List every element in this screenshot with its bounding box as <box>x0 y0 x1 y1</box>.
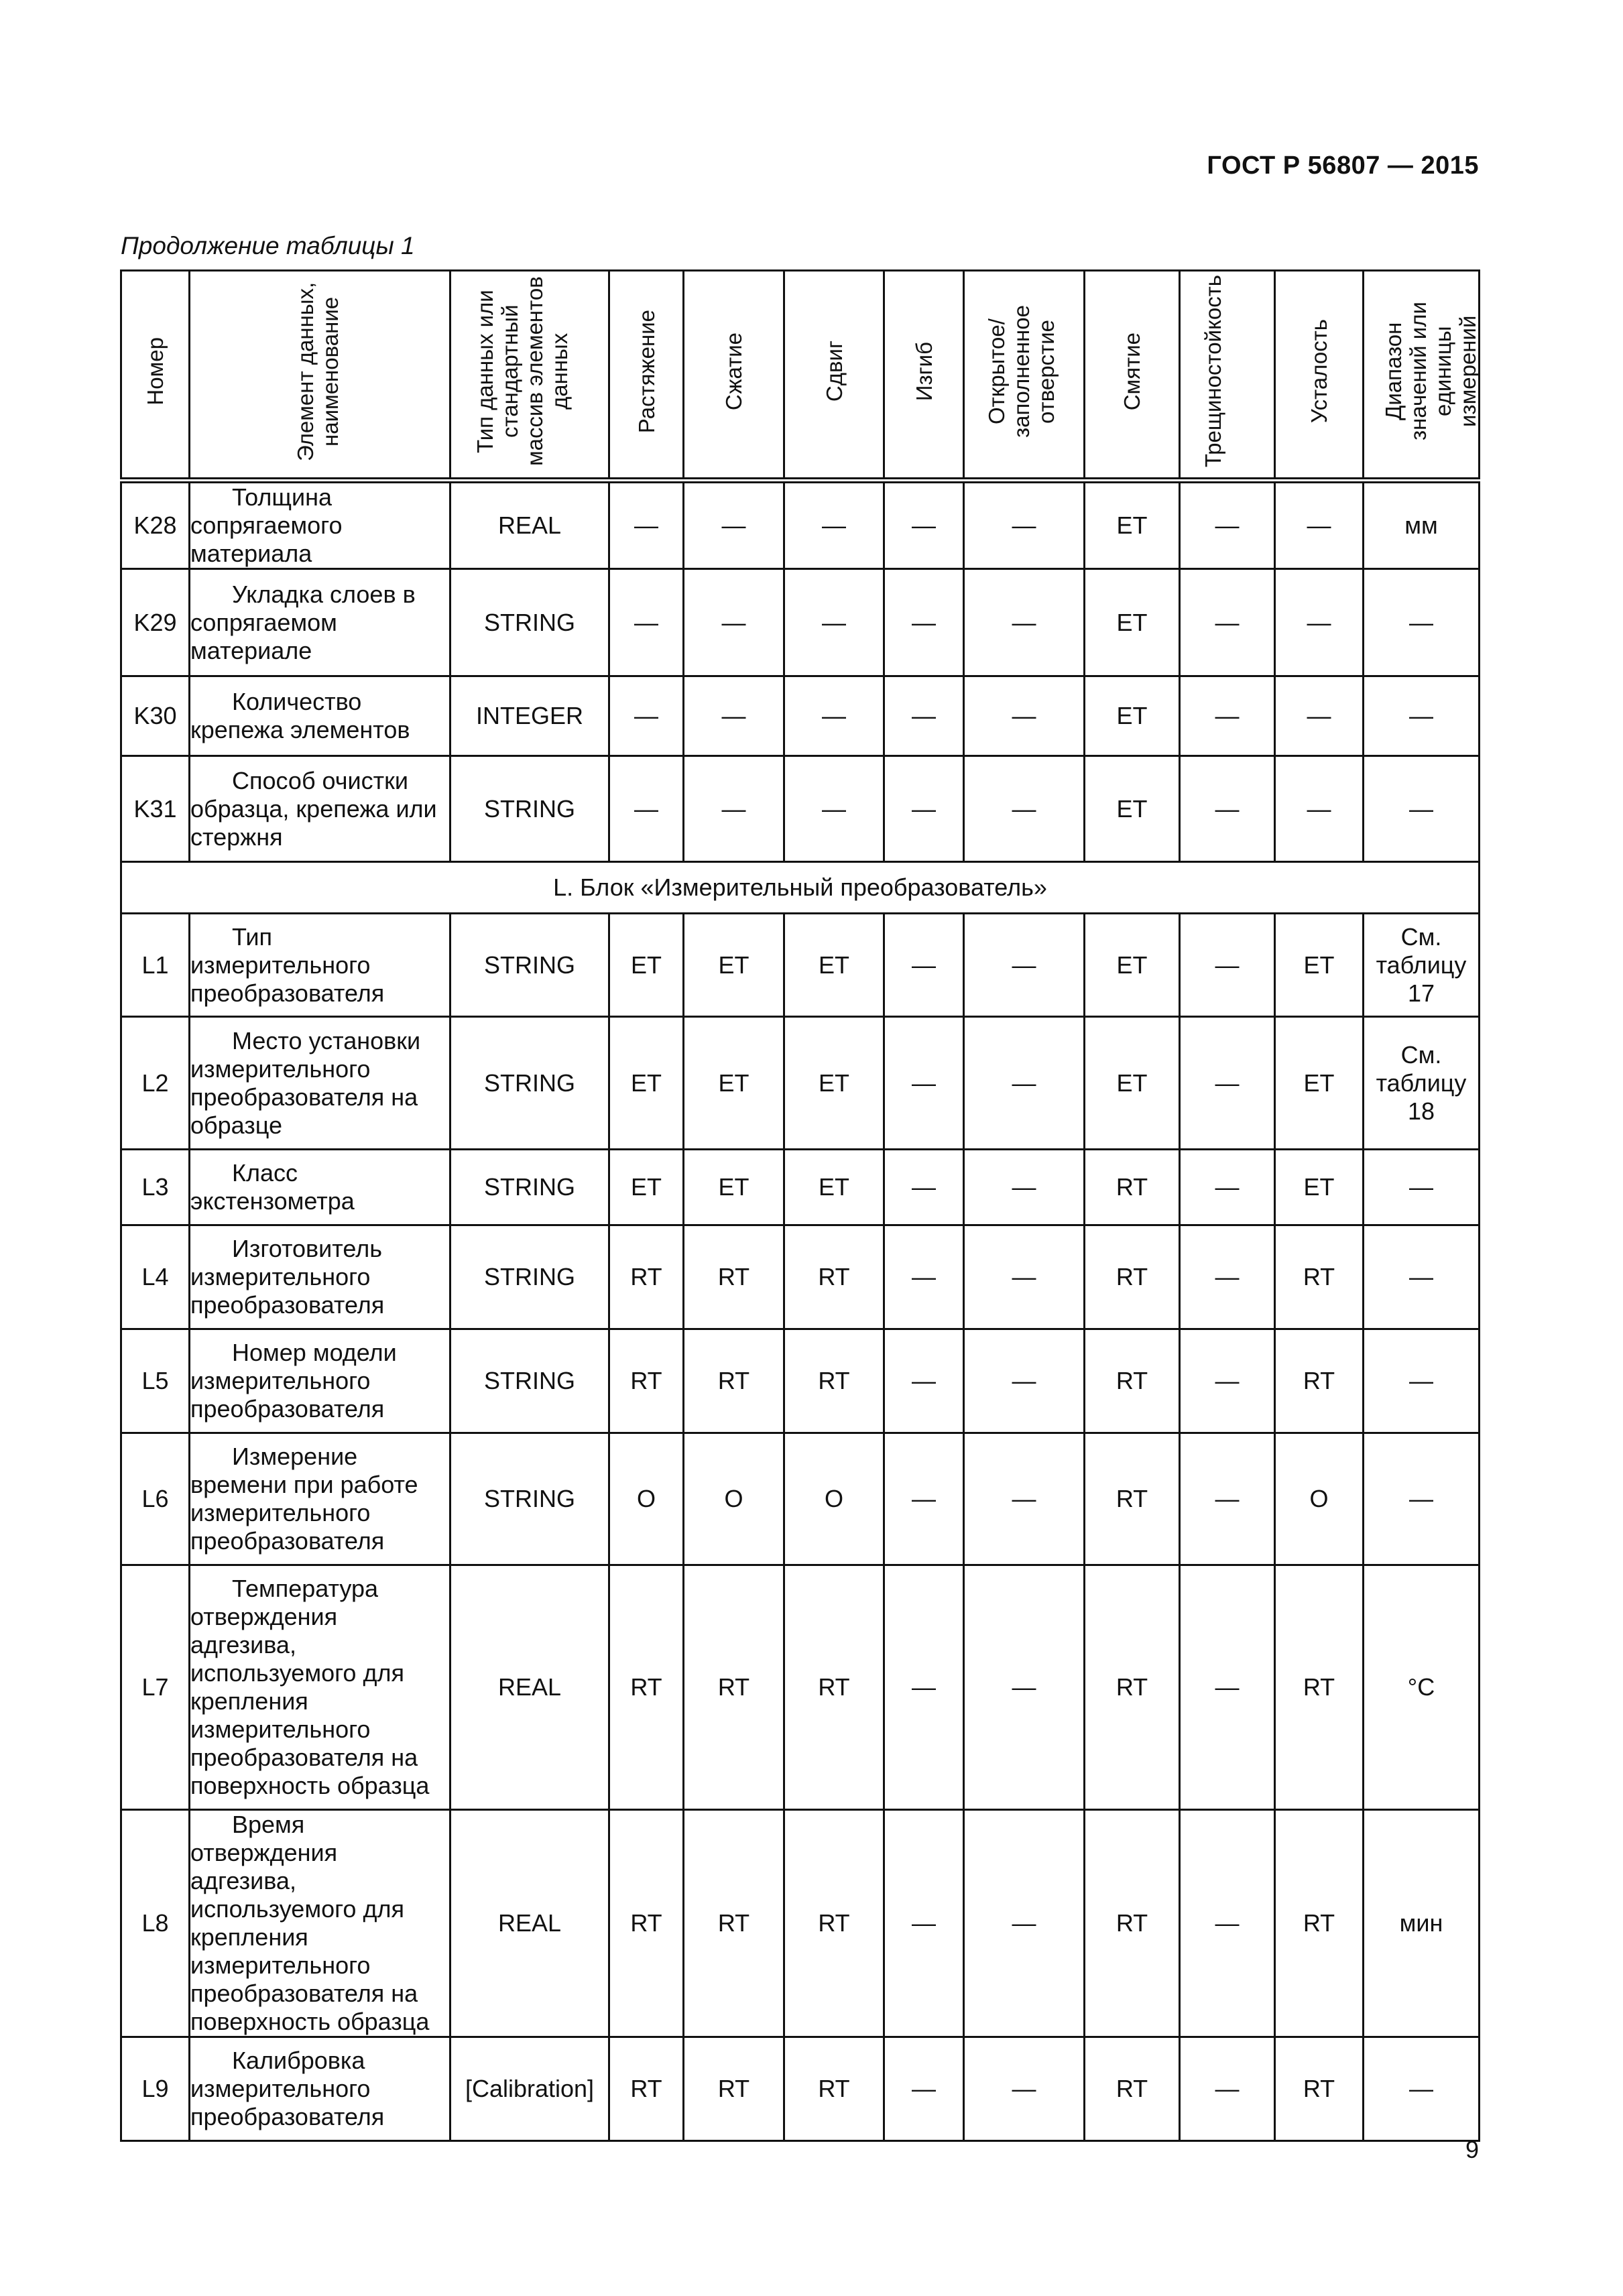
cell-fracture: — <box>1180 914 1275 1017</box>
row-name: Количество крепежа элементов <box>190 676 450 756</box>
cell-fatigue: ET <box>1275 1150 1364 1225</box>
cell-open-hole: — <box>964 569 1085 676</box>
cell-shear: RT <box>784 1225 884 1329</box>
cell-range: — <box>1364 676 1480 756</box>
cell-fatigue: RT <box>1275 1565 1364 1810</box>
cell-open-hole: — <box>964 756 1085 862</box>
row-number: K29 <box>121 569 190 676</box>
cell-range: — <box>1364 569 1480 676</box>
row-number: L6 <box>121 1433 190 1565</box>
row-name: Время отверждения адгезива, используемого для крепления измерительного преобразователя на поверхность образца <box>190 1810 450 2037</box>
cell-fatigue: RT <box>1275 1810 1364 2037</box>
cell-bending: — <box>884 1150 964 1225</box>
cell-compression: RT <box>684 1565 784 1810</box>
cell-shear: O <box>784 1433 884 1565</box>
row-type: STRING <box>450 914 609 1017</box>
cell-open-hole: — <box>964 1225 1085 1329</box>
cell-fracture: — <box>1180 1017 1275 1150</box>
cell-range: — <box>1364 1329 1480 1433</box>
cell-tension: ET <box>609 1150 684 1225</box>
row-number: K28 <box>121 481 190 569</box>
cell-fatigue: RT <box>1275 1225 1364 1329</box>
cell-bearing: RT <box>1085 1433 1180 1565</box>
row-name: Изготовитель измерительного преобразователя <box>190 1225 450 1329</box>
cell-fatigue: — <box>1275 481 1364 569</box>
table-row <box>121 1017 1480 1150</box>
header-compression: Сжатие <box>684 271 784 481</box>
cell-shear: RT <box>784 1329 884 1433</box>
row-type: REAL <box>450 481 609 569</box>
cell-compression: RT <box>684 2037 784 2141</box>
cell-tension: ET <box>609 1017 684 1150</box>
row-number: L8 <box>121 1810 190 2037</box>
header-type: Тип данных или стандартный массив элементов данных <box>450 271 609 481</box>
cell-tension: — <box>609 569 684 676</box>
cell-tension: — <box>609 756 684 862</box>
row-type: STRING <box>450 756 609 862</box>
row-number: L9 <box>121 2037 190 2141</box>
cell-shear: ET <box>784 1017 884 1150</box>
cell-open-hole: — <box>964 1150 1085 1225</box>
header-row <box>121 271 1480 481</box>
table-row <box>121 1225 1480 1329</box>
section-row <box>121 862 1480 914</box>
cell-bending: — <box>884 1810 964 2037</box>
cell-bending: — <box>884 2037 964 2141</box>
header-fracture: Трещиностойкость <box>1180 271 1275 481</box>
cell-fracture: — <box>1180 569 1275 676</box>
header-fatigue: Усталость <box>1275 271 1364 481</box>
row-number: L7 <box>121 1565 190 1810</box>
cell-bending: — <box>884 676 964 756</box>
header-bearing: Смятие <box>1085 271 1180 481</box>
cell-bearing: ET <box>1085 756 1180 862</box>
cell-compression: — <box>684 676 784 756</box>
row-type: STRING <box>450 1433 609 1565</box>
cell-bending: — <box>884 914 964 1017</box>
cell-tension: — <box>609 676 684 756</box>
cell-bearing: ET <box>1085 676 1180 756</box>
table-row <box>121 1329 1480 1433</box>
cell-fatigue: — <box>1275 756 1364 862</box>
cell-bearing: RT <box>1085 1810 1180 2037</box>
cell-bending: — <box>884 756 964 862</box>
cell-shear: — <box>784 569 884 676</box>
cell-open-hole: — <box>964 1810 1085 2037</box>
cell-range: — <box>1364 756 1480 862</box>
row-name: Температура отверждения адгезива, используемого для крепления измерительного преобразователя на поверхность образца <box>190 1565 450 1810</box>
cell-range: См. таблицу 17 <box>1364 914 1480 1017</box>
row-name: Толщина сопрягаемого материала <box>190 481 450 569</box>
cell-bearing: RT <box>1085 1565 1180 1810</box>
cell-open-hole: — <box>964 1433 1085 1565</box>
cell-bending: — <box>884 1433 964 1565</box>
row-type: [Calibration] <box>450 2037 609 2141</box>
cell-fracture: — <box>1180 756 1275 862</box>
table-row <box>121 914 1480 1017</box>
row-name: Класс экстензометра <box>190 1150 450 1225</box>
cell-tension: RT <box>609 1565 684 1810</box>
row-type: STRING <box>450 569 609 676</box>
header-element: Элемент данных, наименование <box>190 271 450 481</box>
cell-range: °C <box>1364 1565 1480 1810</box>
row-name: Измерение времени при работе измерительного преобразователя <box>190 1433 450 1565</box>
cell-bearing: ET <box>1085 569 1180 676</box>
row-type: STRING <box>450 1017 609 1150</box>
cell-bending: — <box>884 1017 964 1150</box>
cell-fatigue: O <box>1275 1433 1364 1565</box>
row-name: Способ очистки образца, крепежа или стержня <box>190 756 450 862</box>
header-number: Номер <box>121 271 190 481</box>
cell-range: — <box>1364 1433 1480 1565</box>
data-table <box>120 269 1480 2142</box>
cell-range: мин <box>1364 1810 1480 2037</box>
row-type: REAL <box>450 1810 609 2037</box>
cell-fatigue: RT <box>1275 1329 1364 1433</box>
cell-bending: — <box>884 1329 964 1433</box>
cell-range: — <box>1364 2037 1480 2141</box>
table-row <box>121 1565 1480 1810</box>
cell-open-hole: — <box>964 1565 1085 1810</box>
header-bending: Изгиб <box>884 271 964 481</box>
row-name: Укладка слоев в сопрягаемом материале <box>190 569 450 676</box>
cell-fracture: — <box>1180 1329 1275 1433</box>
cell-open-hole: — <box>964 1329 1085 1433</box>
cell-open-hole: — <box>964 914 1085 1017</box>
cell-compression: — <box>684 481 784 569</box>
section-title: L. Блок «Измерительный преобразователь» <box>121 862 1480 914</box>
cell-tension: RT <box>609 1329 684 1433</box>
cell-range: — <box>1364 1225 1480 1329</box>
cell-tension: RT <box>609 1810 684 2037</box>
cell-open-hole: — <box>964 481 1085 569</box>
table-row <box>121 676 1480 756</box>
cell-compression: ET <box>684 914 784 1017</box>
cell-compression: O <box>684 1433 784 1565</box>
cell-bearing: RT <box>1085 1225 1180 1329</box>
cell-fatigue: RT <box>1275 2037 1364 2141</box>
cell-fracture: — <box>1180 1433 1275 1565</box>
row-number: K31 <box>121 756 190 862</box>
row-number: L5 <box>121 1329 190 1433</box>
cell-compression: ET <box>684 1017 784 1150</box>
cell-open-hole: — <box>964 1017 1085 1150</box>
cell-shear: — <box>784 676 884 756</box>
cell-bearing: ET <box>1085 1017 1180 1150</box>
cell-bearing: RT <box>1085 1150 1180 1225</box>
cell-open-hole: — <box>964 2037 1085 2141</box>
cell-fatigue: — <box>1275 569 1364 676</box>
cell-shear: ET <box>784 1150 884 1225</box>
cell-fatigue: — <box>1275 676 1364 756</box>
table-row <box>121 1433 1480 1565</box>
cell-fracture: — <box>1180 481 1275 569</box>
row-type: STRING <box>450 1329 609 1433</box>
cell-shear: RT <box>784 1565 884 1810</box>
cell-bending: — <box>884 481 964 569</box>
cell-tension: — <box>609 481 684 569</box>
row-name: Место установки измерительного преобразователя на образце <box>190 1017 450 1150</box>
header-tension: Растяжение <box>609 271 684 481</box>
cell-compression: RT <box>684 1225 784 1329</box>
row-number: K30 <box>121 676 190 756</box>
cell-compression: RT <box>684 1329 784 1433</box>
cell-fracture: — <box>1180 676 1275 756</box>
page-number: 9 <box>1465 2136 1479 2163</box>
cell-shear: ET <box>784 914 884 1017</box>
cell-fracture: — <box>1180 1810 1275 2037</box>
table-row <box>121 569 1480 676</box>
row-name: Номер модели измерительного преобразователя <box>190 1329 450 1433</box>
document-code: ГОСТ Р 56807 — 2015 <box>1207 152 1479 180</box>
table-row <box>121 756 1480 862</box>
cell-fatigue: ET <box>1275 1017 1364 1150</box>
cell-shear: RT <box>784 2037 884 2141</box>
cell-compression: ET <box>684 1150 784 1225</box>
cell-shear: RT <box>784 1810 884 2037</box>
header-shear: Сдвиг <box>784 271 884 481</box>
row-name: Калибровка измерительного преобразователя <box>190 2037 450 2141</box>
cell-tension: RT <box>609 1225 684 1329</box>
row-number: L4 <box>121 1225 190 1329</box>
cell-tension: O <box>609 1433 684 1565</box>
row-type: STRING <box>450 1150 609 1225</box>
table-row <box>121 2037 1480 2141</box>
cell-bearing: ET <box>1085 914 1180 1017</box>
cell-range: См. таблицу 18 <box>1364 1017 1480 1150</box>
cell-fracture: — <box>1180 2037 1275 2141</box>
cell-tension: ET <box>609 914 684 1017</box>
cell-bearing: ET <box>1085 481 1180 569</box>
cell-compression: RT <box>684 1810 784 2037</box>
cell-compression: — <box>684 569 784 676</box>
cell-bearing: RT <box>1085 2037 1180 2141</box>
cell-bending: — <box>884 569 964 676</box>
row-number: L1 <box>121 914 190 1017</box>
cell-bearing: RT <box>1085 1329 1180 1433</box>
cell-open-hole: — <box>964 676 1085 756</box>
cell-bending: — <box>884 1565 964 1810</box>
row-type: INTEGER <box>450 676 609 756</box>
table-row <box>121 1150 1480 1225</box>
header-range: Диапазон значений или единицы измерений <box>1364 271 1480 481</box>
cell-fracture: — <box>1180 1150 1275 1225</box>
cell-tension: RT <box>609 2037 684 2141</box>
cell-shear: — <box>784 756 884 862</box>
cell-fatigue: ET <box>1275 914 1364 1017</box>
cell-bending: — <box>884 1225 964 1329</box>
row-type: REAL <box>450 1565 609 1810</box>
cell-fracture: — <box>1180 1565 1275 1810</box>
cell-range: мм <box>1364 481 1480 569</box>
cell-compression: — <box>684 756 784 862</box>
table-row <box>121 481 1480 569</box>
cell-fracture: — <box>1180 1225 1275 1329</box>
table-row <box>121 1810 1480 2037</box>
row-number: L2 <box>121 1017 190 1150</box>
row-number: L3 <box>121 1150 190 1225</box>
cell-range: — <box>1364 1150 1480 1225</box>
header-open-hole: Открытое/ заполненное отверстие <box>964 271 1085 481</box>
table-caption: Продолжение таблицы 1 <box>121 232 415 259</box>
row-name: Тип измерительного преобразователя <box>190 914 450 1017</box>
row-type: STRING <box>450 1225 609 1329</box>
cell-shear: — <box>784 481 884 569</box>
